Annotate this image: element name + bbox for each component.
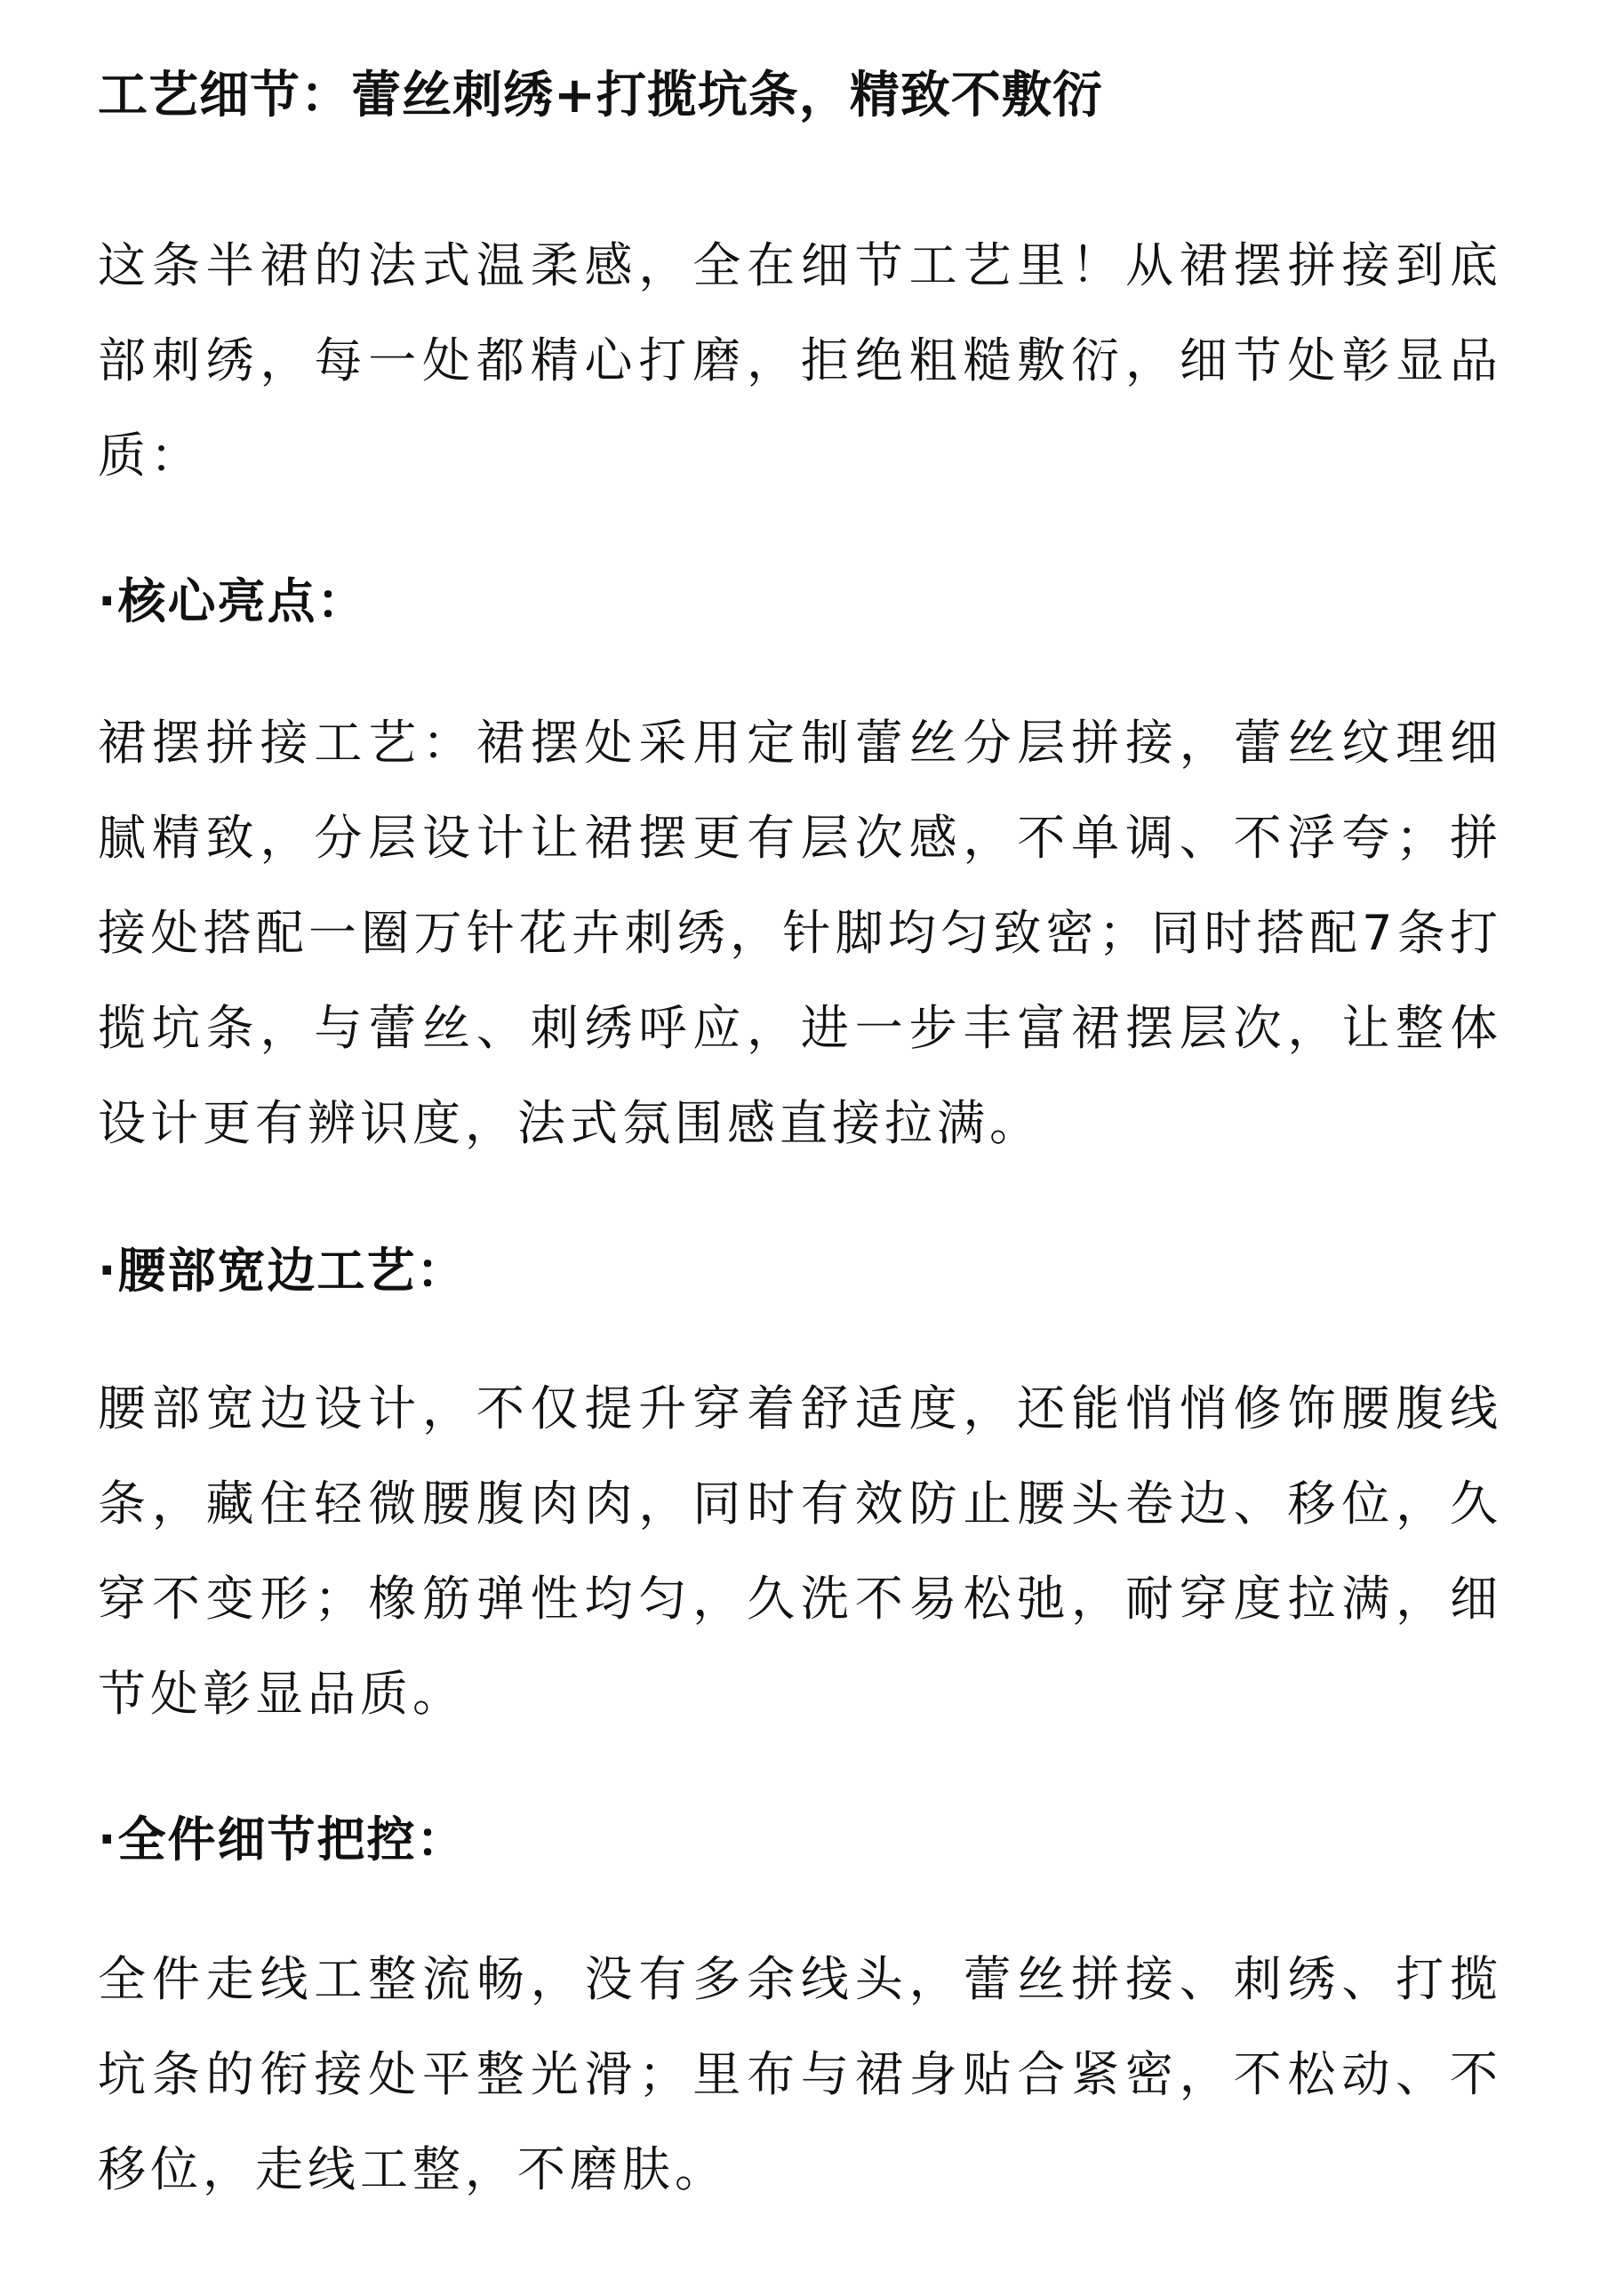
section-heading-overall-details: ·全件细节把控：	[98, 1812, 467, 1868]
article-title: 工艺细节：蕾丝刺绣+打揽坑条，精致不敷衍	[98, 67, 1103, 124]
section-heading-waist-band: ·腰部宽边工艺：	[98, 1243, 467, 1299]
intro-paragraph: 这条半裙的法式温柔感，全在细节工艺里！从裙摆拼接到底部刺绣，每一处都精心打磨，拒绝粗糙敷衍，细节处彰显品质：	[98, 237, 1502, 484]
section-heading-core-highlights: ·核心亮点：	[98, 573, 367, 629]
section-body-overall-details: 全件走线工整流畅，没有多余线头，蕾丝拼接、刺绣、打揽坑条的衔接处平整光滑；里布与裙身贴合紧密，不松动、不移位，走线工整，不磨肤。	[98, 1951, 1502, 2197]
section-body-core-highlights: 裙摆拼接工艺：裙摆处采用定制蕾丝分层拼接，蕾丝纹理细腻精致，分层设计让裙摆更有层次感，不单调、不浮夸；拼接处搭配一圈万针花卉刺绣，针脚均匀致密；同时搭配7条打揽坑条，与蕾丝、刺绣呼应，进一步丰富裙摆层次，让整体设计更有辨识度，法式氛围感直接拉满。	[98, 715, 1502, 1151]
section-body-waist-band: 腰部宽边设计，不仅提升穿着舒适度，还能悄悄修饰腰腹线条，藏住轻微腰腹肉肉，同时有效防止腰头卷边、移位，久穿不变形；橡筋弹性均匀，久洗不易松弛，耐穿度拉满，细节处彰显品质。	[98, 1380, 1502, 1722]
